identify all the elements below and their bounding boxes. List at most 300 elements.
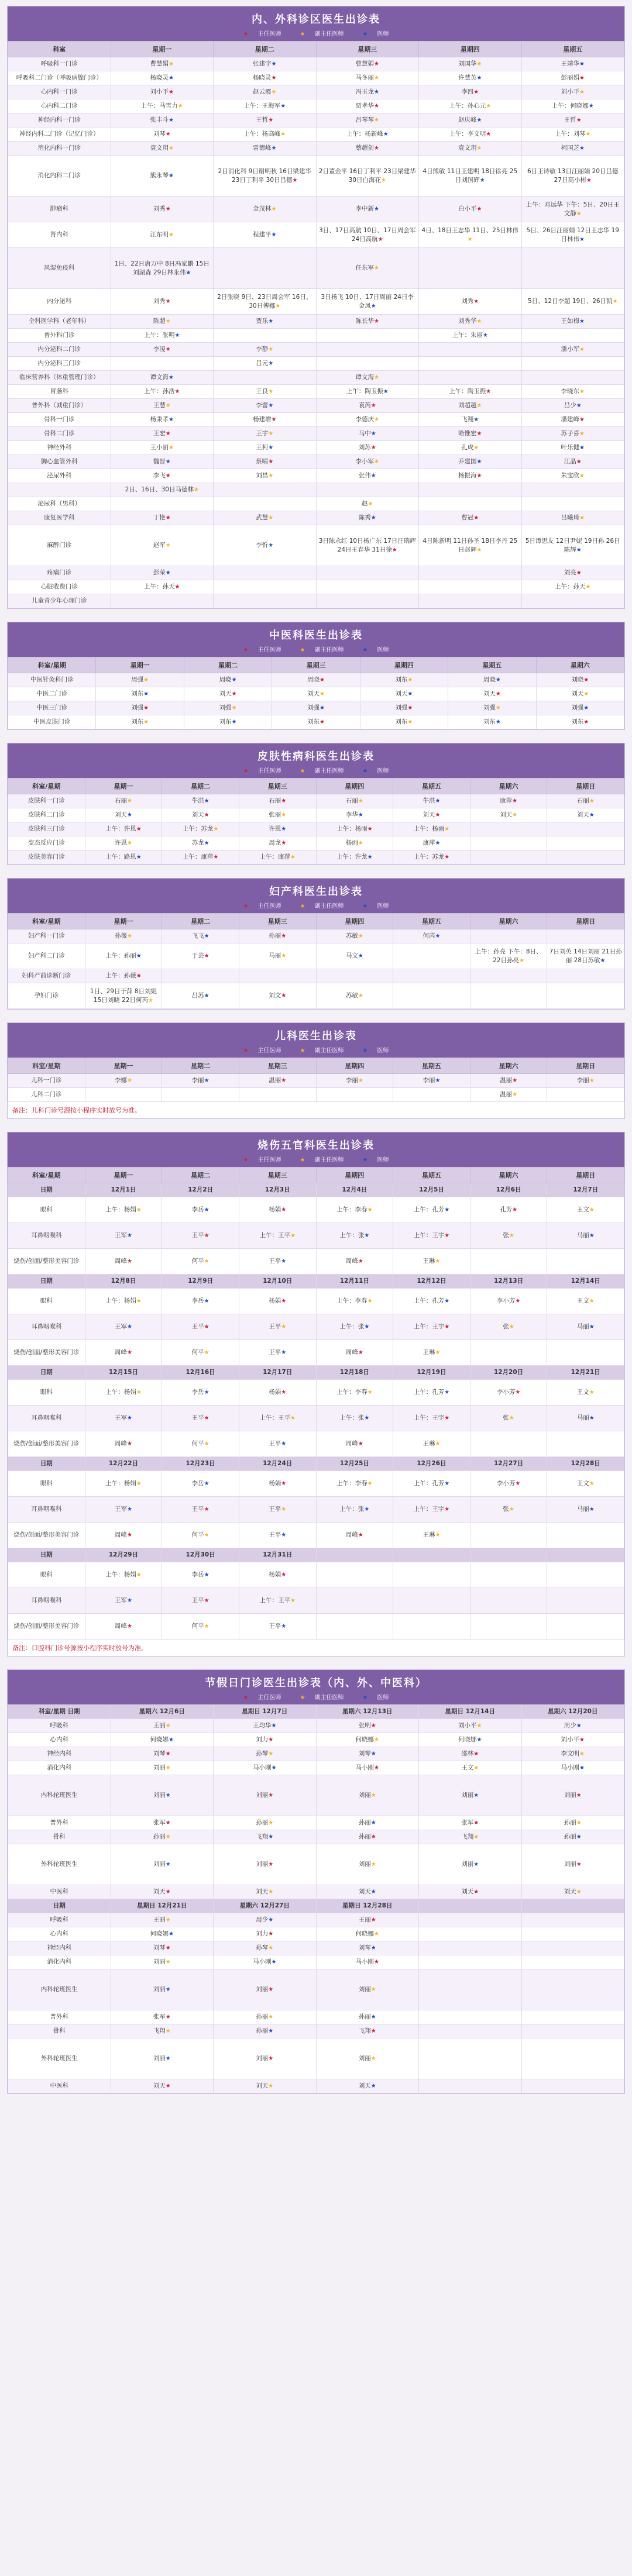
column-header: 星期四 — [360, 657, 448, 673]
doctor-name: 王文 — [576, 1389, 589, 1396]
date-row — [8, 1183, 624, 1197]
doctor-name: 刘力 — [256, 1930, 269, 1937]
date-cell: 12月12日 — [393, 1275, 470, 1289]
star-icon: ★ — [483, 332, 488, 339]
column-header: 科室/星期 — [8, 779, 85, 794]
doctor-name: 刘丽 — [358, 2055, 371, 2062]
schedule-cell — [521, 511, 624, 525]
table-row — [8, 1340, 624, 1366]
date-cell — [419, 1899, 522, 1913]
doctor-name: 柯国芝 — [561, 144, 580, 151]
doctor-name: 飞翔 — [461, 1833, 474, 1840]
schedule-cell — [547, 1431, 624, 1457]
schedule-cell — [214, 1969, 317, 2010]
doctor-name: 刘东 — [307, 718, 320, 725]
star-icon: ★ — [585, 131, 591, 137]
schedule-cell — [419, 511, 522, 525]
doctor-name: 上午：刘琴 — [555, 130, 586, 137]
schedule-cell — [162, 1289, 239, 1314]
doctor-name: 杨秉孝 — [150, 416, 169, 423]
star-icon: ★ — [370, 2083, 376, 2089]
department-name: 肾内科 — [50, 231, 68, 238]
star-icon: ★ — [165, 402, 171, 409]
schedule-cell — [470, 822, 547, 836]
department-name: 骨科 — [53, 1833, 66, 1840]
star-icon: ★ — [165, 473, 171, 479]
schedule-cell — [85, 1289, 162, 1314]
schedule-cell — [85, 1197, 162, 1223]
star-icon: ★ — [281, 1077, 287, 1084]
star-icon: ★ — [374, 206, 379, 212]
schedule-cell — [85, 1562, 162, 1588]
star-icon: ★ — [268, 2083, 274, 2089]
doctor-name: 刘天 — [423, 811, 435, 818]
schedule-cell — [214, 483, 317, 497]
department-name: 神经内科 — [47, 1750, 72, 1757]
legend-item — [358, 1157, 393, 1163]
star-icon: ★ — [358, 1077, 363, 1084]
schedule-cell — [239, 1562, 316, 1588]
doctor-name: 上午：朱丽 — [452, 332, 483, 339]
doctor-name: 刘天 — [191, 811, 204, 818]
schedule-cell — [470, 1197, 547, 1223]
doctor-name: 王丽 — [153, 1722, 166, 1729]
star-icon: ★ — [281, 1532, 287, 1538]
star-icon: ★ — [576, 402, 582, 409]
schedule-cell — [316, 1406, 393, 1431]
star-icon: ★ — [579, 445, 585, 451]
star-icon: ★ — [281, 1207, 287, 1213]
star-icon: ★ — [126, 798, 132, 804]
doctor-name: 刘天 — [564, 1888, 576, 1895]
department-name: 疼痛门诊 — [47, 569, 72, 576]
schedule-cell — [214, 1913, 317, 1927]
department-name: 变态反应门诊 — [28, 839, 65, 846]
star-icon: ★ — [407, 677, 413, 683]
department-cell — [8, 2079, 111, 2093]
star-icon: ★ — [435, 1349, 441, 1356]
schedule-cell — [214, 511, 317, 525]
table-row — [8, 1747, 624, 1761]
star-icon: ★ — [476, 431, 482, 437]
star-icon: ★ — [435, 812, 441, 818]
section-title: 节假日门诊医生出诊表（内、外、中医科） — [8, 1670, 624, 1692]
department-name: 中医针灸科门诊 — [30, 676, 74, 683]
doctor-name: 李华 — [345, 811, 358, 818]
table-row — [8, 808, 624, 822]
schedule-cell — [85, 1088, 162, 1102]
doctor-name: 张军 — [461, 1819, 474, 1826]
star-icon: ★ — [585, 584, 591, 590]
department-name: 皮肤美容门诊 — [28, 853, 65, 860]
department-cell — [8, 1955, 111, 1969]
department-cell — [8, 2010, 111, 2024]
star-icon: ★ — [367, 854, 373, 860]
doctor-name: 刘丽 — [256, 2055, 269, 2062]
star-icon: ★ — [473, 416, 479, 423]
department-cell — [8, 1775, 111, 1816]
star-icon: ★ — [126, 1506, 132, 1513]
star-icon: ★ — [367, 1207, 373, 1213]
star-icon: ★ — [231, 691, 237, 697]
doctor-name: 于芸 — [191, 952, 204, 959]
date-cell: 12月13日 — [470, 1275, 547, 1289]
star-icon: ★ — [579, 61, 585, 67]
section-title: 妇产科医生出诊表 — [8, 879, 624, 901]
date-cell: 12月31日 — [239, 1548, 316, 1562]
doctor-name: 马丽 — [576, 1414, 589, 1421]
doctor-name: 杨娟 — [269, 1480, 281, 1487]
date-cell: 12月9日 — [162, 1275, 239, 1289]
legend-label: 主任医师 — [257, 903, 281, 910]
doctor-name: 上午：杨高峰 — [243, 130, 281, 137]
star-icon: ★ — [143, 677, 149, 683]
star-icon: ★ — [268, 1889, 274, 1895]
doctor-name: 石丽 — [114, 797, 127, 804]
column-header: 星期一 — [85, 1168, 162, 1183]
legend — [8, 901, 624, 913]
star-icon: ★ — [281, 1258, 287, 1265]
star-icon: ★ — [136, 953, 142, 959]
doctor-name: 王军 — [114, 1323, 127, 1330]
department-name: 妇产科二门诊 — [28, 952, 65, 959]
schedule-cell — [547, 1223, 624, 1249]
department-cell — [8, 85, 111, 99]
column-header: 星期五 — [521, 42, 624, 57]
star-icon: ★ — [367, 1298, 373, 1304]
date-cell — [521, 1899, 624, 1913]
schedule-cell — [419, 2010, 522, 2024]
legend-label: 主任医师 — [257, 768, 281, 774]
star-icon: ★ — [509, 1232, 514, 1239]
doctor-name: 杨娟 — [269, 1389, 281, 1396]
schedule-table — [8, 913, 624, 1009]
schedule-cell — [393, 943, 470, 969]
legend-label: 主任医师 — [257, 1048, 281, 1054]
star-icon: ★ — [165, 206, 171, 212]
star-icon: ★ — [374, 1737, 379, 1743]
schedule-cell — [214, 2024, 317, 2038]
schedule-cell — [419, 580, 522, 594]
legend-item — [358, 903, 393, 910]
doctor-name: 刘丽 — [256, 1861, 269, 1868]
schedule-cell — [316, 357, 419, 371]
star-icon: ★ — [515, 1480, 521, 1487]
schedule-cell — [239, 1523, 316, 1548]
doctor-name: 刘天 — [307, 690, 320, 697]
schedule-cell — [547, 1197, 624, 1223]
schedule-cell — [521, 1775, 624, 1816]
star-icon: ★ — [476, 546, 482, 553]
star-icon: ★ — [576, 459, 582, 465]
star-icon: ★ — [576, 1834, 582, 1840]
star-icon: ★ — [374, 89, 379, 95]
schedule-cell — [419, 1719, 522, 1733]
doctor-name: 刘强 — [307, 704, 320, 711]
star-icon: ★ — [280, 103, 286, 109]
doctor-name: 周晓 — [483, 676, 496, 683]
column-header: 星期四 — [316, 1168, 393, 1183]
doctor-name: 5日、12日李超 19日、26日凯 — [527, 298, 613, 305]
star-icon: ★ — [143, 691, 149, 697]
schedule-cell — [316, 525, 419, 566]
schedule-cell — [419, 85, 522, 99]
star-icon: ★ — [243, 903, 249, 910]
doctor-name: 赵军 — [153, 542, 166, 549]
schedule-cell — [111, 1969, 214, 2010]
star-icon: ★ — [509, 1415, 514, 1421]
schedule-cell — [85, 1497, 162, 1523]
star-icon: ★ — [586, 177, 592, 184]
star-icon: ★ — [271, 206, 277, 212]
star-icon: ★ — [136, 1480, 142, 1487]
doctor-name: 上午：路恩 — [105, 853, 136, 860]
star-icon: ★ — [243, 1157, 249, 1163]
schedule-cell — [393, 794, 470, 808]
department-name: 中医科 — [50, 2082, 68, 2089]
star-icon: ★ — [589, 1232, 595, 1239]
doctor-name: 温丽 — [500, 1077, 513, 1084]
doctor-name: 周少 — [564, 1722, 576, 1729]
doctor-name: 彭丽娟 — [561, 74, 580, 81]
schedule-cell — [239, 929, 316, 943]
schedule-cell — [214, 441, 317, 455]
schedule-cell — [419, 357, 522, 371]
legend-label: 主任医师 — [257, 647, 281, 653]
doctor-name: 何晓娜 — [355, 1930, 375, 1937]
schedule-cell — [96, 701, 184, 715]
star-icon: ★ — [204, 1207, 209, 1213]
doctor-name: 刘昌 — [256, 472, 269, 479]
doctor-name: 周峰 — [345, 1440, 358, 1447]
date-cell: 12月20日 — [470, 1366, 547, 1380]
department-name: 皮肤科一门诊 — [28, 797, 65, 804]
doctor-name: 张丽 — [269, 811, 281, 818]
schedule-cell — [316, 969, 393, 983]
star-icon: ★ — [268, 1861, 274, 1868]
star-icon: ★ — [370, 431, 376, 437]
schedule-cell — [111, 2024, 214, 2038]
schedule-cell — [419, 1955, 522, 1969]
schedule-cell — [316, 1719, 419, 1733]
date-cell: 12月30日 — [162, 1548, 239, 1562]
doctor-name: 飞飞 — [191, 932, 204, 939]
department-cell — [8, 943, 85, 969]
doctor-name: 孙丽 — [358, 2013, 371, 2020]
schedule-cell — [316, 1747, 419, 1761]
doctor-name: 张军 — [153, 1819, 166, 1826]
doctor-name: 上午：杨娟 — [105, 1571, 136, 1578]
doctor-name: 上午：王平 — [259, 1414, 290, 1421]
doctor-name: 3日陈永红 10日杨广东 17日汪瑞辉 24日王春华 31日徐 — [318, 537, 416, 553]
doctor-name: 康萍 — [423, 839, 435, 846]
schedule-cell — [316, 1380, 393, 1406]
date-cell: 12月8日 — [85, 1275, 162, 1289]
star-icon: ★ — [435, 933, 441, 939]
star-icon: ★ — [579, 515, 585, 521]
schedule-table — [8, 657, 624, 729]
schedule-cell — [521, 2079, 624, 2093]
department-cell — [8, 1380, 85, 1406]
schedule-cell — [521, 399, 624, 413]
schedule-cell — [239, 1614, 316, 1640]
date-cell: 日期 — [8, 1899, 111, 1913]
schedule-cell — [547, 1380, 624, 1406]
star-icon: ★ — [576, 1820, 582, 1826]
doctor-name: 许恩 — [269, 825, 281, 832]
schedule-cell — [316, 1885, 419, 1899]
schedule-cell — [470, 943, 547, 969]
schedule-cell — [316, 1941, 419, 1955]
date-cell: 日期 — [8, 1275, 85, 1289]
table-row — [8, 357, 624, 371]
star-icon: ★ — [576, 1889, 582, 1895]
star-icon: ★ — [583, 677, 589, 683]
doctor-name: 吕少 — [564, 402, 576, 409]
column-header: 星期三 — [239, 779, 316, 794]
doctor-name: 刘东 — [131, 690, 144, 697]
legend-label: 主任医师 — [257, 1695, 281, 1701]
star-icon: ★ — [213, 826, 219, 832]
doctor-name: 孙丽 — [256, 2013, 269, 2020]
star-icon: ★ — [362, 1157, 368, 1163]
schedule-cell — [521, 1927, 624, 1941]
column-header: 星期四 — [316, 779, 393, 794]
doctor-name: 何平 — [191, 1349, 204, 1356]
doctor-name: 李忻 — [256, 542, 269, 549]
doctor-name: 刘超越 — [458, 402, 477, 409]
doctor-name: 刘丽 — [358, 1792, 371, 1799]
star-icon: ★ — [204, 933, 209, 939]
dermatology-schedule — [7, 743, 625, 865]
star-icon: ★ — [374, 1931, 379, 1937]
column-header: 星期四 — [316, 914, 393, 929]
schedule-cell — [521, 197, 624, 222]
star-icon: ★ — [435, 1532, 441, 1538]
schedule-cell — [111, 399, 214, 413]
schedule-cell — [214, 315, 317, 329]
doctor-name: 上午：许龙 — [336, 853, 367, 860]
department-cell — [8, 99, 111, 113]
schedule-cell — [214, 99, 317, 113]
schedule-cell — [316, 1431, 393, 1457]
doctor-name: 牛洪 — [191, 797, 204, 804]
department-name: 麻醉门诊 — [47, 542, 72, 549]
schedule-cell — [85, 929, 162, 943]
date-cell: 星期日 12月28日 — [316, 1899, 419, 1913]
star-icon: ★ — [281, 993, 287, 999]
schedule-cell — [316, 2079, 419, 2093]
schedule-cell — [214, 469, 317, 483]
table-row — [8, 1969, 624, 2010]
star-icon: ★ — [367, 1480, 373, 1487]
doctor-name: 许慧英 — [458, 74, 477, 81]
star-icon: ★ — [364, 1232, 370, 1239]
date-row — [8, 1366, 624, 1380]
date-cell: 星期六 12月27日 — [214, 1899, 317, 1913]
doctor-name: 上午：李文明 — [449, 130, 486, 137]
star-icon: ★ — [579, 473, 585, 479]
department-cell — [8, 71, 111, 85]
star-icon: ★ — [589, 1415, 595, 1421]
schedule-cell — [393, 822, 470, 836]
star-icon: ★ — [204, 1572, 209, 1578]
table-row — [8, 1588, 624, 1614]
star-icon: ★ — [165, 2055, 171, 2062]
schedule-cell — [316, 113, 419, 128]
legend — [8, 1692, 624, 1704]
star-icon: ★ — [136, 973, 142, 979]
schedule-cell — [214, 329, 317, 343]
doctor-name: 王文 — [576, 1206, 589, 1213]
schedule-cell — [547, 808, 624, 822]
schedule-cell — [184, 687, 272, 701]
schedule-cell — [547, 1562, 624, 1588]
star-icon: ★ — [300, 768, 305, 774]
schedule-cell — [162, 1340, 239, 1366]
star-icon: ★ — [476, 145, 482, 151]
star-icon: ★ — [268, 1737, 274, 1743]
schedule-cell — [470, 1562, 547, 1588]
schedule-cell — [85, 983, 162, 1009]
date-row — [8, 1275, 624, 1289]
schedule-cell — [316, 808, 393, 822]
department-cell — [8, 1816, 111, 1830]
doctor-name: 陈长华 — [355, 318, 375, 325]
star-icon: ★ — [126, 1441, 132, 1447]
schedule-cell — [85, 850, 162, 865]
legend-label: 医师 — [377, 31, 389, 37]
department-cell — [8, 441, 111, 455]
star-icon: ★ — [476, 61, 482, 67]
schedule-cell — [111, 315, 214, 329]
schedule-cell — [547, 822, 624, 836]
doctor-name: 袁文玥 — [150, 144, 169, 151]
schedule-cell — [239, 969, 316, 983]
doctor-name: 上午：康萍 — [259, 853, 290, 860]
star-icon: ★ — [495, 691, 501, 697]
department-name: 皮肤科二门诊 — [28, 811, 65, 818]
star-icon: ★ — [319, 705, 325, 711]
star-icon: ★ — [281, 933, 287, 939]
star-icon: ★ — [579, 75, 585, 81]
schedule-cell — [214, 2010, 317, 2024]
schedule-cell — [316, 566, 419, 580]
star-icon: ★ — [243, 1695, 249, 1701]
star-icon: ★ — [407, 691, 413, 697]
schedule-cell — [419, 525, 522, 566]
schedule-cell — [419, 1927, 522, 1941]
star-icon: ★ — [204, 1389, 209, 1396]
department-cell — [8, 399, 111, 413]
doctor-name: 刘天 — [571, 690, 584, 697]
department-cell — [8, 113, 111, 128]
star-icon: ★ — [589, 1389, 595, 1396]
schedule-cell — [316, 836, 393, 850]
star-icon: ★ — [169, 416, 174, 423]
department-name: 普外科 — [50, 1819, 68, 1826]
pediatrics-schedule — [7, 1022, 625, 1119]
doctor-name: 王慧 — [153, 402, 166, 409]
doctor-name: 2日、16日、30日马德林 — [125, 486, 194, 493]
doctor-name: 刘天 — [358, 2082, 371, 2089]
schedule-cell — [214, 222, 317, 248]
star-icon: ★ — [374, 75, 379, 81]
schedule-cell — [272, 715, 360, 729]
schedule-cell — [470, 983, 547, 1009]
schedule-cell — [316, 315, 419, 329]
star-icon: ★ — [268, 402, 274, 409]
